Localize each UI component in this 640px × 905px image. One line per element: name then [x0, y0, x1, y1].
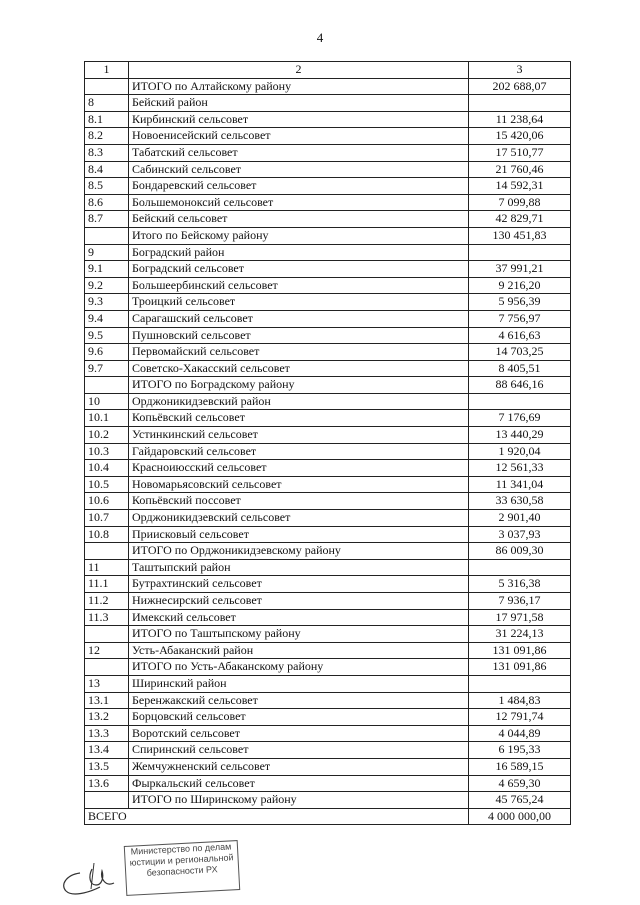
table-row [85, 261, 571, 278]
table-row [85, 659, 571, 676]
row-amount [469, 559, 571, 576]
table-row [85, 526, 571, 543]
table-row [85, 559, 571, 576]
table-row [85, 393, 571, 410]
row-number: 13.3 [85, 725, 129, 742]
row-amount: 1 920,04 [469, 443, 571, 460]
stamp-line-1: Министерство по делам [130, 841, 232, 857]
row-number: 9.2 [85, 277, 129, 294]
row-name: Имекский сельсовет [129, 609, 469, 626]
table-row [85, 675, 571, 692]
row-amount: 17 510,77 [469, 144, 571, 161]
table-row [85, 775, 571, 792]
row-amount: 11 238,64 [469, 111, 571, 128]
table-row [85, 277, 571, 294]
row-name: Бейский район [129, 95, 469, 112]
row-number: 8.6 [85, 194, 129, 211]
header-row [85, 62, 571, 79]
row-number: 9.5 [85, 327, 129, 344]
row-number [85, 377, 129, 394]
row-name: Спиринский сельсовет [129, 742, 469, 759]
table-row [85, 510, 571, 527]
table-row [85, 194, 571, 211]
row-amount: 1 484,83 [469, 692, 571, 709]
row-amount: 5 316,38 [469, 576, 571, 593]
table-row [85, 476, 571, 493]
row-name: Новомарьясовский сельсовет [129, 476, 469, 493]
row-amount: 8 405,51 [469, 360, 571, 377]
row-name: Советско-Хакасский сельсовет [129, 360, 469, 377]
table-row [85, 709, 571, 726]
row-name: Таштыпский район [129, 559, 469, 576]
row-amount: 37 991,21 [469, 261, 571, 278]
row-amount: 86 009,30 [469, 543, 571, 560]
row-amount: 202 688,07 [469, 78, 571, 95]
row-number: 10.4 [85, 460, 129, 477]
table-row [85, 576, 571, 593]
page-number: 4 [316, 30, 324, 45]
row-amount: 2 901,40 [469, 510, 571, 527]
stamp-line-3: безопасности РХ [146, 864, 218, 878]
table-row [85, 593, 571, 610]
table-row [85, 427, 571, 444]
row-number: 10.8 [85, 526, 129, 543]
header-col-1: 1 [85, 62, 129, 79]
total-amount: 4 000 000,00 [469, 808, 571, 825]
row-amount: 4 044,89 [469, 725, 571, 742]
row-name: Табатский сельсовет [129, 144, 469, 161]
table-row [85, 725, 571, 742]
row-number: 11.3 [85, 609, 129, 626]
row-number: 11 [85, 559, 129, 576]
row-number: 13.2 [85, 709, 129, 726]
row-name: Боградский район [129, 244, 469, 261]
row-amount: 33 630,58 [469, 493, 571, 510]
row-name: Орджоникидзевский сельсовет [129, 510, 469, 527]
row-number: 9.6 [85, 344, 129, 361]
row-number: 9 [85, 244, 129, 261]
stamp [124, 840, 240, 896]
row-number: 11.1 [85, 576, 129, 593]
row-amount: 13 440,29 [469, 427, 571, 444]
row-name: Троицкий сельсовет [129, 294, 469, 311]
row-name: Усть-Абаканский район [129, 642, 469, 659]
table-row [85, 410, 571, 427]
row-name: Бейский сельсовет [129, 211, 469, 228]
row-number: 10.1 [85, 410, 129, 427]
row-amount: 3 037,93 [469, 526, 571, 543]
signature-icon [58, 855, 128, 899]
table-row [85, 327, 571, 344]
row-amount: 16 589,15 [469, 758, 571, 775]
row-name: Фыркальский сельсовет [129, 775, 469, 792]
row-name: Копьёвский сельсовет [129, 410, 469, 427]
row-number: 13.4 [85, 742, 129, 759]
row-number: 8 [85, 95, 129, 112]
table-body [85, 78, 571, 808]
row-name: ИТОГО по Ширинскому району [129, 792, 469, 809]
row-number: 10.2 [85, 427, 129, 444]
row-name: Орджоникидзевский район [129, 393, 469, 410]
row-amount: 131 091,86 [469, 659, 571, 676]
table-row [85, 493, 571, 510]
table-row [85, 609, 571, 626]
table-row [85, 95, 571, 112]
row-number [85, 227, 129, 244]
row-amount: 4 659,30 [469, 775, 571, 792]
row-amount: 31 224,13 [469, 626, 571, 643]
row-name: Новоенисейский сельсовет [129, 128, 469, 145]
row-amount: 21 760,46 [469, 161, 571, 178]
row-amount: 42 829,71 [469, 211, 571, 228]
row-amount: 45 765,24 [469, 792, 571, 809]
row-name: ИТОГО по Орджоникидзевскому району [129, 543, 469, 560]
row-name: ИТОГО по Боградскому району [129, 377, 469, 394]
table-row [85, 161, 571, 178]
row-number: 8.4 [85, 161, 129, 178]
table-row [85, 178, 571, 195]
table-row [85, 144, 571, 161]
row-amount: 131 091,86 [469, 642, 571, 659]
row-number [85, 626, 129, 643]
row-amount: 7 099,88 [469, 194, 571, 211]
row-name: Копьёвский поссовет [129, 493, 469, 510]
row-name: ИТОГО по Таштыпскому району [129, 626, 469, 643]
table-row [85, 742, 571, 759]
row-amount: 6 195,33 [469, 742, 571, 759]
row-number: 9.3 [85, 294, 129, 311]
row-name: Сарагашский сельсовет [129, 310, 469, 327]
row-name: Сабинский сельсовет [129, 161, 469, 178]
header-col-2: 2 [129, 62, 469, 79]
row-amount [469, 95, 571, 112]
total-label: ВСЕГО [85, 808, 469, 825]
row-amount: 11 341,04 [469, 476, 571, 493]
row-name: ИТОГО по Алтайскому району [129, 78, 469, 95]
row-name: Красноиюсский сельсовет [129, 460, 469, 477]
row-name: Жемчужненский сельсовет [129, 758, 469, 775]
row-number: 10.5 [85, 476, 129, 493]
row-name: Нижнесирский сельсовет [129, 593, 469, 610]
row-name: Большеербинский сельсовет [129, 277, 469, 294]
table-row [85, 310, 571, 327]
table-row [85, 377, 571, 394]
row-amount: 15 420,06 [469, 128, 571, 145]
stamp-line-2: юстиции и региональной [129, 852, 234, 868]
row-number: 8.5 [85, 178, 129, 195]
row-amount: 4 616,63 [469, 327, 571, 344]
row-amount: 7 756,97 [469, 310, 571, 327]
row-amount: 14 703,25 [469, 344, 571, 361]
row-name: Бутрахтинский сельсовет [129, 576, 469, 593]
table-row [85, 344, 571, 361]
row-number: 11.2 [85, 593, 129, 610]
table-row [85, 758, 571, 775]
row-number [85, 792, 129, 809]
table-row [85, 360, 571, 377]
row-name: Приисковый сельсовет [129, 526, 469, 543]
row-amount [469, 393, 571, 410]
budget-table [84, 61, 571, 825]
table-row [85, 78, 571, 95]
table-row [85, 128, 571, 145]
row-amount: 130 451,83 [469, 227, 571, 244]
row-number [85, 78, 129, 95]
table-row [85, 543, 571, 560]
row-number: 8.2 [85, 128, 129, 145]
header-col-3: 3 [469, 62, 571, 79]
row-number: 13.1 [85, 692, 129, 709]
table-row [85, 111, 571, 128]
row-name: ИТОГО по Усть-Абаканскому району [129, 659, 469, 676]
row-amount: 5 956,39 [469, 294, 571, 311]
row-number: 13 [85, 675, 129, 692]
row-number [85, 543, 129, 560]
row-name: Пушновский сельсовет [129, 327, 469, 344]
row-number: 10.7 [85, 510, 129, 527]
row-number: 9.7 [85, 360, 129, 377]
row-name: Кирбинский сельсовет [129, 111, 469, 128]
row-number: 10.3 [85, 443, 129, 460]
row-number: 8.1 [85, 111, 129, 128]
signature [58, 855, 128, 899]
row-number: 8.7 [85, 211, 129, 228]
row-amount: 17 971,58 [469, 609, 571, 626]
row-amount: 9 216,20 [469, 277, 571, 294]
row-name: Беренжакский сельсовет [129, 692, 469, 709]
row-name: Борцовский сельсовет [129, 709, 469, 726]
row-name: Гайдаровский сельсовет [129, 443, 469, 460]
row-amount [469, 244, 571, 261]
total-row [85, 808, 571, 825]
row-name: Ширинский район [129, 675, 469, 692]
table-row [85, 294, 571, 311]
row-name: Воротский сельсовет [129, 725, 469, 742]
row-name: Большемоноксий сельсовет [129, 194, 469, 211]
row-amount: 7 176,69 [469, 410, 571, 427]
table-row [85, 626, 571, 643]
row-number: 13.6 [85, 775, 129, 792]
row-name: Итого по Бейскому району [129, 227, 469, 244]
row-name: Первомайский сельсовет [129, 344, 469, 361]
table-row [85, 244, 571, 261]
row-name: Бондаревский сельсовет [129, 178, 469, 195]
table-row [85, 211, 571, 228]
table-row [85, 642, 571, 659]
table-row [85, 460, 571, 477]
table-row [85, 792, 571, 809]
row-number: 13.5 [85, 758, 129, 775]
row-amount: 12 561,33 [469, 460, 571, 477]
row-amount: 7 936,17 [469, 593, 571, 610]
table-row [85, 443, 571, 460]
row-number: 8.3 [85, 144, 129, 161]
row-number [85, 659, 129, 676]
row-name: Боградский сельсовет [129, 261, 469, 278]
row-number: 10 [85, 393, 129, 410]
row-amount [469, 675, 571, 692]
row-name: Устинкинский сельсовет [129, 427, 469, 444]
row-number: 9.4 [85, 310, 129, 327]
table-row [85, 227, 571, 244]
row-number: 12 [85, 642, 129, 659]
row-number: 10.6 [85, 493, 129, 510]
row-amount: 12 791,74 [469, 709, 571, 726]
row-amount: 14 592,31 [469, 178, 571, 195]
table-row [85, 692, 571, 709]
row-amount: 88 646,16 [469, 377, 571, 394]
row-number: 9.1 [85, 261, 129, 278]
